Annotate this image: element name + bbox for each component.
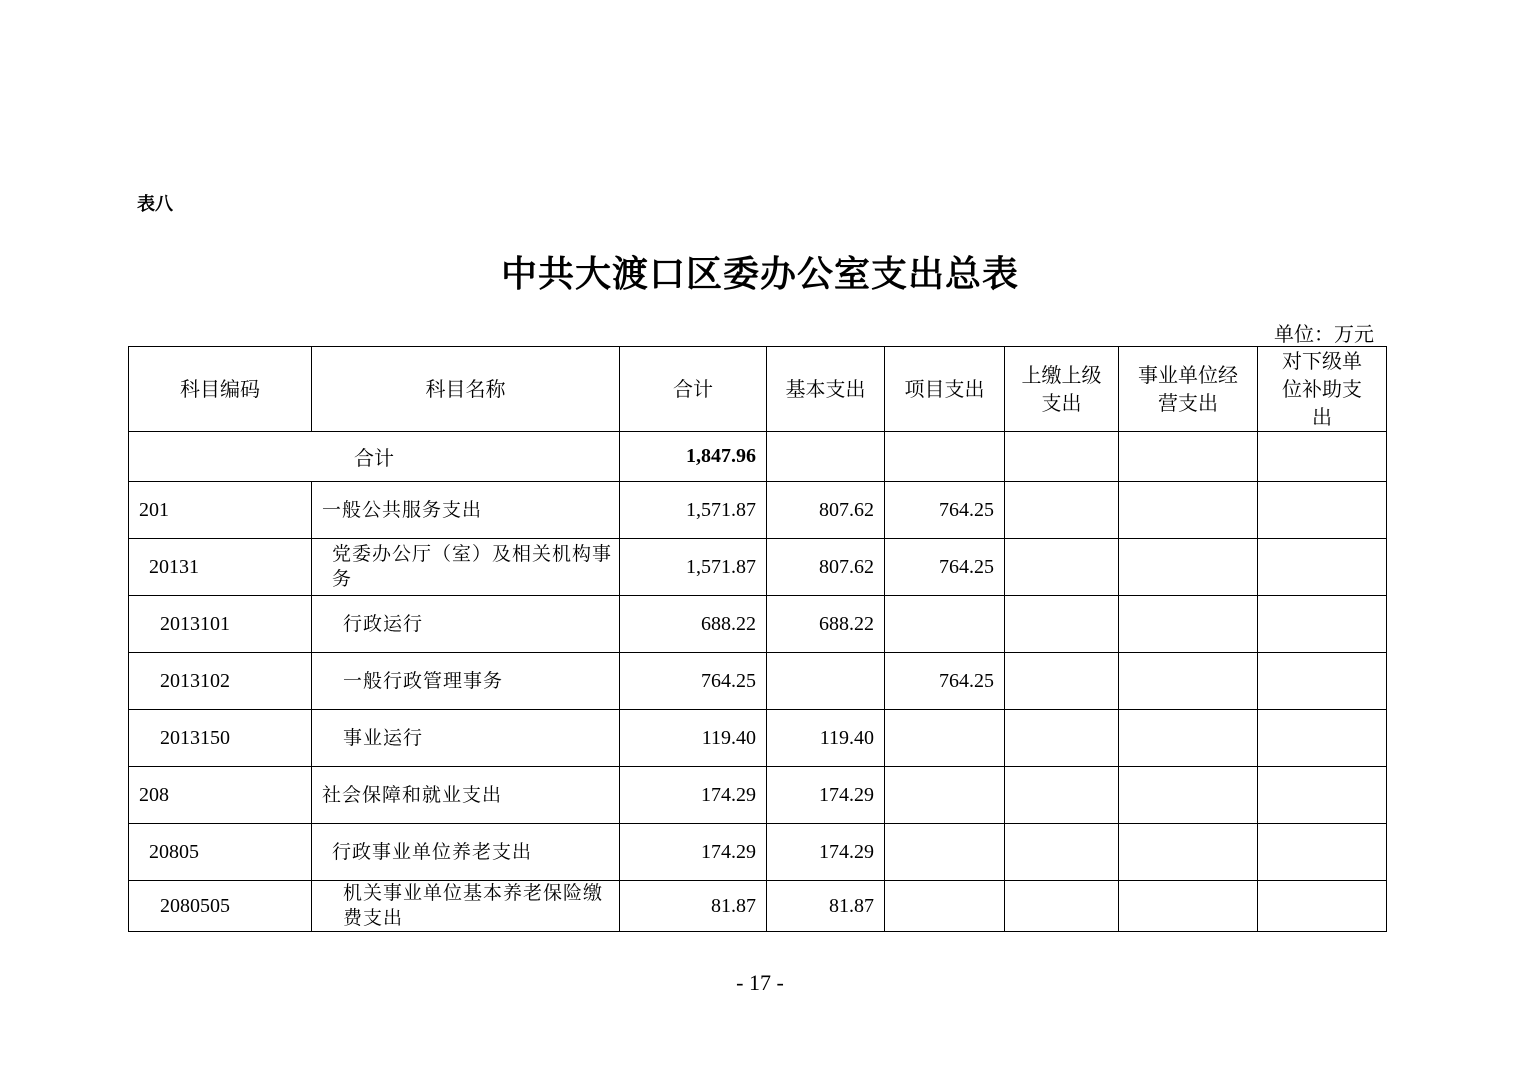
business-expenditure-cell bbox=[1119, 824, 1258, 881]
subsidy-to-subordinate-cell bbox=[1258, 482, 1387, 539]
basic-expenditure-cell bbox=[767, 653, 885, 710]
basic-expenditure-cell: 119.40 bbox=[767, 710, 885, 767]
project-expenditure-cell: 764.25 bbox=[885, 482, 1005, 539]
table-cell bbox=[885, 432, 1005, 482]
subsidy-to-subordinate-cell bbox=[1258, 824, 1387, 881]
header-basic-expenditure: 基本支出 bbox=[767, 347, 885, 432]
table-row bbox=[129, 710, 1387, 767]
table-row bbox=[129, 482, 1387, 539]
subsidy-to-subordinate-cell bbox=[1258, 596, 1387, 653]
subsidy-to-subordinate-cell bbox=[1258, 539, 1387, 596]
project-expenditure-cell bbox=[885, 596, 1005, 653]
table-row bbox=[129, 824, 1387, 881]
subject-name-cell: 行政事业单位养老支出 bbox=[312, 824, 620, 881]
remit-to-superior-cell bbox=[1005, 482, 1119, 539]
basic-expenditure-cell: 807.62 bbox=[767, 539, 885, 596]
business-expenditure-cell bbox=[1119, 596, 1258, 653]
remit-to-superior-cell bbox=[1005, 881, 1119, 932]
header-project-expenditure: 项目支出 bbox=[885, 347, 1005, 432]
total-cell: 81.87 bbox=[620, 881, 767, 932]
header-total: 合计 bbox=[620, 347, 767, 432]
subject-code-cell: 2080505 bbox=[129, 881, 312, 932]
subsidy-to-subordinate-cell bbox=[1258, 767, 1387, 824]
table-row bbox=[129, 653, 1387, 710]
business-expenditure-cell bbox=[1119, 767, 1258, 824]
table-row bbox=[129, 596, 1387, 653]
basic-expenditure-cell: 807.62 bbox=[767, 482, 885, 539]
total-cell: 764.25 bbox=[620, 653, 767, 710]
header-subject-name: 科目名称 bbox=[312, 347, 620, 432]
table-row bbox=[129, 767, 1387, 824]
project-expenditure-cell: 764.25 bbox=[885, 653, 1005, 710]
total-cell: 174.29 bbox=[620, 824, 767, 881]
expenditure-table bbox=[128, 346, 1387, 932]
header-remit-to-superior: 上缴上级支出 bbox=[1005, 347, 1119, 432]
basic-expenditure-cell: 81.87 bbox=[767, 881, 885, 932]
remit-to-superior-cell bbox=[1005, 710, 1119, 767]
business-expenditure-cell bbox=[1119, 653, 1258, 710]
table-row bbox=[129, 881, 1387, 932]
subject-name-cell: 事业运行 bbox=[312, 710, 620, 767]
subsidy-to-subordinate-cell bbox=[1258, 710, 1387, 767]
project-expenditure-cell bbox=[885, 824, 1005, 881]
header-subject-code: 科目编码 bbox=[129, 347, 312, 432]
business-expenditure-cell bbox=[1119, 482, 1258, 539]
total-label: 合计 bbox=[129, 432, 620, 482]
total-cell: 688.22 bbox=[620, 596, 767, 653]
remit-to-superior-cell bbox=[1005, 596, 1119, 653]
remit-to-superior-cell bbox=[1005, 539, 1119, 596]
header-business-expenditure: 事业单位经营支出 bbox=[1119, 347, 1258, 432]
subject-code-cell: 2013150 bbox=[129, 710, 312, 767]
subject-name-cell: 机关事业单位基本养老保险缴费支出 bbox=[312, 881, 620, 932]
total-cell: 1,571.87 bbox=[620, 482, 767, 539]
subject-name-cell: 一般公共服务支出 bbox=[312, 482, 620, 539]
basic-expenditure-cell: 174.29 bbox=[767, 824, 885, 881]
header-subsidy-to-subordinate: 对下级单位补助支出 bbox=[1258, 347, 1387, 432]
project-expenditure-cell: 764.25 bbox=[885, 539, 1005, 596]
subject-name-cell: 社会保障和就业支出 bbox=[312, 767, 620, 824]
total-value: 1,847.96 bbox=[620, 432, 767, 482]
subject-name-cell: 行政运行 bbox=[312, 596, 620, 653]
project-expenditure-cell bbox=[885, 767, 1005, 824]
business-expenditure-cell bbox=[1119, 881, 1258, 932]
subject-code-cell: 20805 bbox=[129, 824, 312, 881]
remit-to-superior-cell bbox=[1005, 824, 1119, 881]
subsidy-to-subordinate-cell bbox=[1258, 653, 1387, 710]
subject-name-cell: 一般行政管理事务 bbox=[312, 653, 620, 710]
table-cell bbox=[1119, 432, 1258, 482]
page-title: 中共大渡口区委办公室支出总表 bbox=[500, 253, 1019, 295]
table-cell bbox=[767, 432, 885, 482]
subject-code-cell: 2013101 bbox=[129, 596, 312, 653]
total-cell: 119.40 bbox=[620, 710, 767, 767]
project-expenditure-cell bbox=[885, 881, 1005, 932]
subject-code-cell: 201 bbox=[129, 482, 312, 539]
table-cell bbox=[1258, 432, 1387, 482]
table-row bbox=[129, 539, 1387, 596]
table-cell bbox=[1005, 432, 1119, 482]
subject-code-cell: 208 bbox=[129, 767, 312, 824]
table-number-label: 表八 bbox=[137, 194, 173, 215]
subject-code-cell: 20131 bbox=[129, 539, 312, 596]
subject-name-cell: 党委办公厅（室）及相关机构事务 bbox=[312, 539, 620, 596]
remit-to-superior-cell bbox=[1005, 653, 1119, 710]
remit-to-superior-cell bbox=[1005, 767, 1119, 824]
basic-expenditure-cell: 688.22 bbox=[767, 596, 885, 653]
business-expenditure-cell bbox=[1119, 539, 1258, 596]
subject-code-cell: 2013102 bbox=[129, 653, 312, 710]
total-cell: 1,571.87 bbox=[620, 539, 767, 596]
business-expenditure-cell bbox=[1119, 710, 1258, 767]
subsidy-to-subordinate-cell bbox=[1258, 881, 1387, 932]
basic-expenditure-cell: 174.29 bbox=[767, 767, 885, 824]
page-number: - 17 - bbox=[736, 970, 784, 995]
total-row bbox=[129, 432, 1387, 482]
total-cell: 174.29 bbox=[620, 767, 767, 824]
unit-label: 单位：万元 bbox=[1274, 322, 1374, 346]
project-expenditure-cell bbox=[885, 710, 1005, 767]
table-header-row bbox=[129, 347, 1387, 432]
